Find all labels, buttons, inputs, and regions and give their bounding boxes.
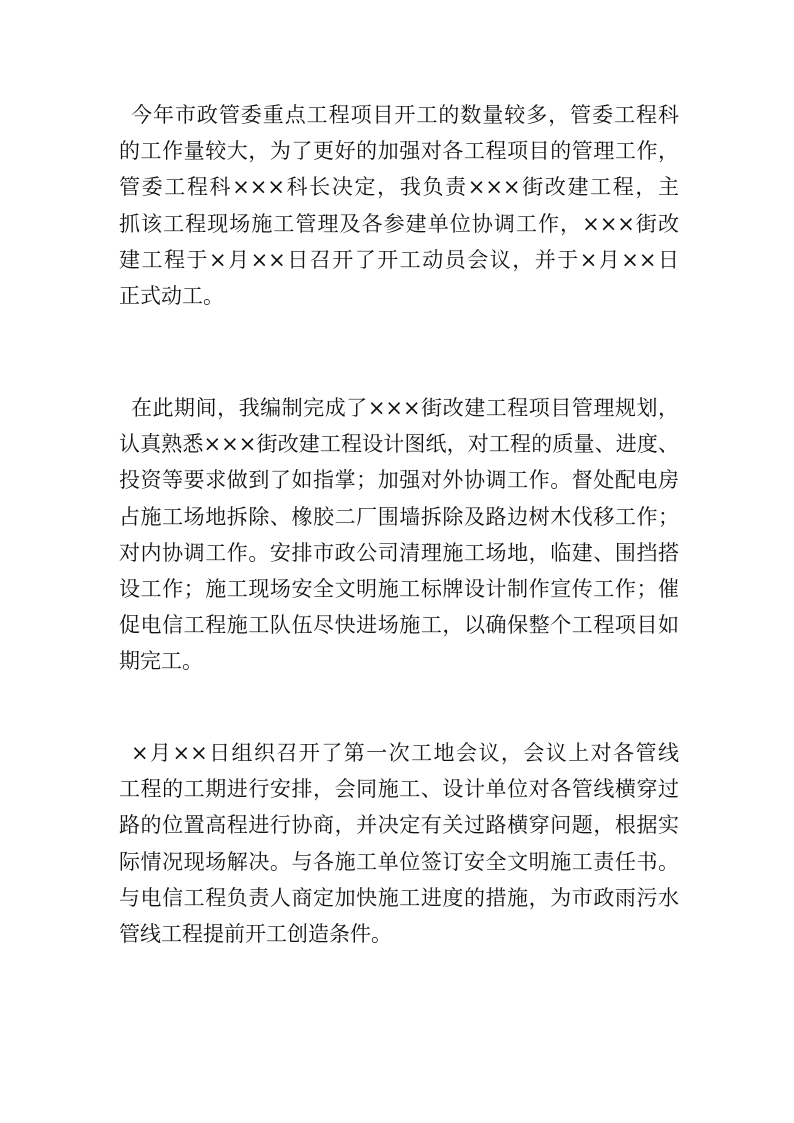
paragraph-2-line-6: 设工作；施工现场安全文明施工标牌设计制作宣传工作；催 [119, 576, 679, 601]
paragraph-3 [119, 735, 679, 952]
paragraph-2-line-2: 认真熟悉×××街改建工程设计图纸，对工程的质量、进度、 [119, 432, 679, 457]
paragraph-2-line-7: 促电信工程施工队伍尽快进场施工，以确保整个工程项目如 [119, 613, 679, 638]
paragraph-3-line-4: 际情况现场解决。与各施工单位签订安全文明施工责任书。 [119, 849, 679, 874]
paragraph-2 [119, 390, 679, 680]
paragraph-1-line-2: 的工作量较大，为了更好的加强对各工程项目的管理工作， [119, 139, 679, 164]
paragraph-2-line-1: 在此期间，我编制完成了×××街改建工程项目管理规划， [131, 396, 679, 420]
paragraph-1-line-3: 管委工程科×××科长决定，我负责×××街改建工程，主 [119, 175, 679, 200]
paragraph-3-line-1: ×月××日组织召开了第一次工地会议，会议上对各管线 [131, 741, 679, 765]
paragraph-2-line-8: 期完工。 [119, 649, 203, 674]
paragraph-1 [119, 97, 679, 314]
paragraph-2-line-3: 投资等要求做到了如指掌；加强对外协调工作。督处配电房 [119, 468, 679, 493]
paragraph-3-line-2: 工程的工期进行安排，会同施工、设计单位对各管线横穿过 [119, 777, 679, 802]
paragraph-3-line-5: 与电信工程负责人商定加快施工进度的措施，为市政雨污水 [119, 885, 679, 910]
paragraph-1-line-4: 抓该工程现场施工管理及各参建单位协调工作，×××街改 [119, 211, 679, 236]
paragraph-2-line-5: 对内协调工作。安排市政公司清理施工场地，临建、围挡搭 [119, 540, 679, 565]
paragraph-3-line-3: 路的位置高程进行协商，并决定有关过路横穿问题，根据实 [119, 813, 679, 838]
paragraph-2-line-4: 占施工场地拆除、橡胶二厂围墙拆除及路边树木伐移工作； [119, 504, 679, 529]
paragraph-3-line-6: 管线工程提前开工创造条件。 [119, 921, 392, 946]
paragraph-1-line-1: 今年市政管委重点工程项目开工的数量较多，管委工程科 [131, 103, 679, 127]
paragraph-1-line-5: 建工程于×月××日召开了开工动员会议，并于×月××日 [119, 247, 679, 272]
paragraph-1-line-6: 正式动工。 [119, 283, 224, 308]
